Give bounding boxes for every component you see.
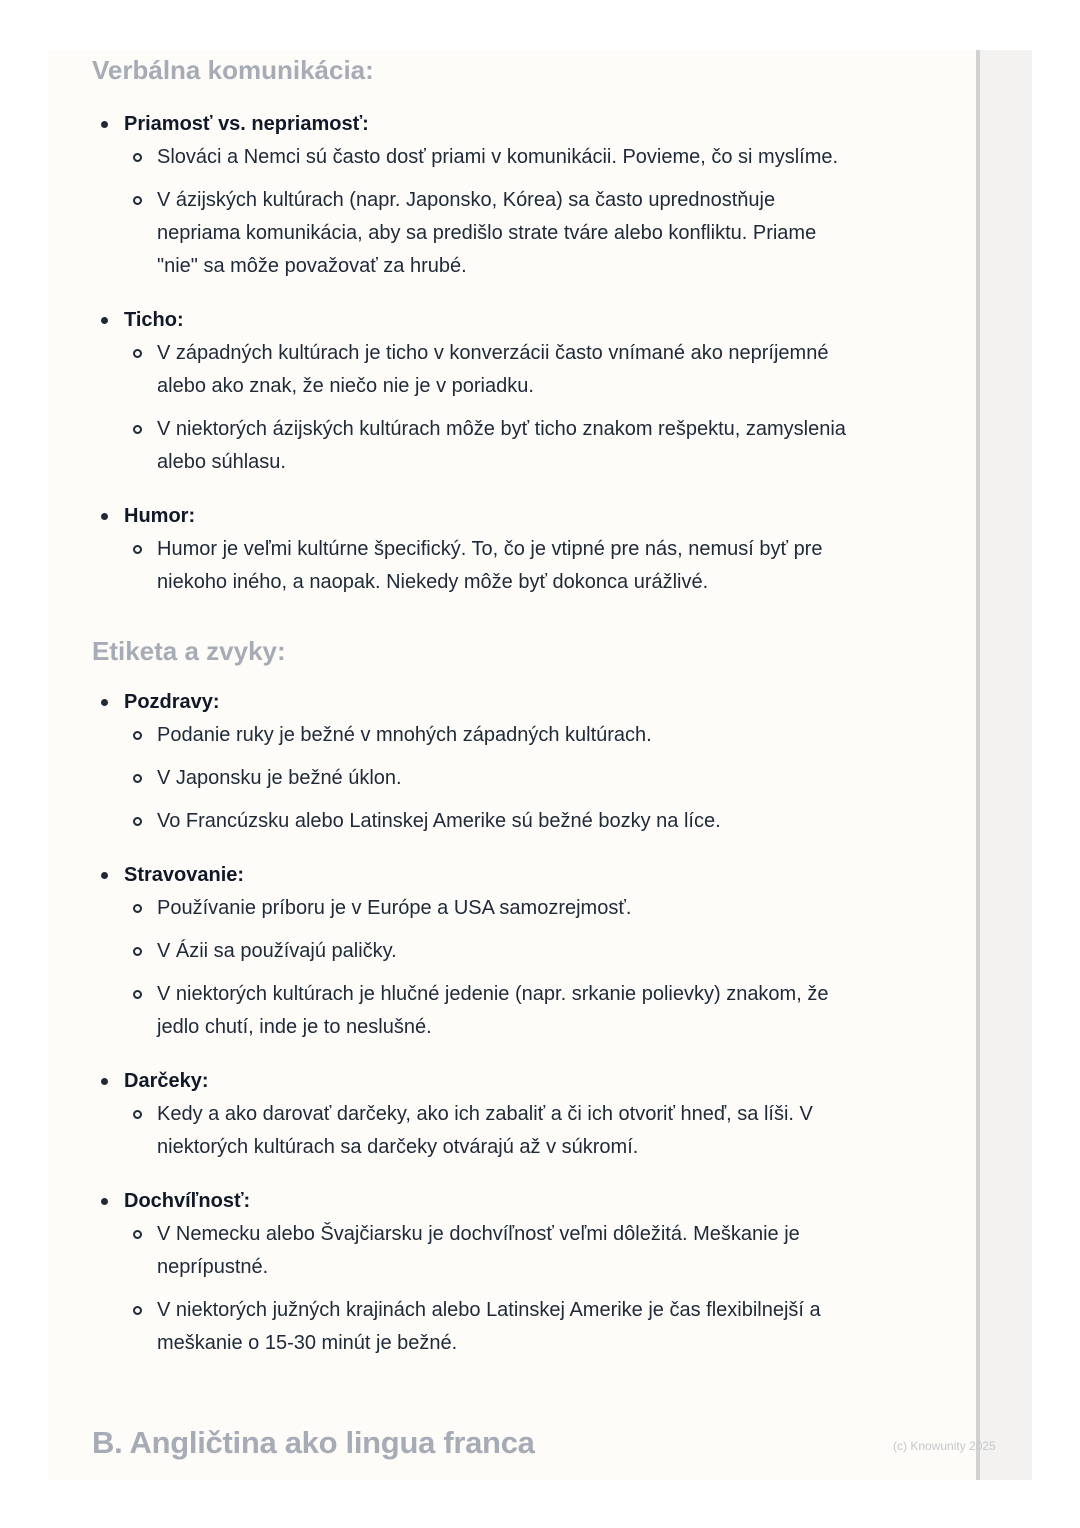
sub-item-text: Humor je veľmi kultúrne špecifický. To, čo je vtipné pre nás, nemusí byť pre niekoho iného, a naopak. Niekedy môže byť dokonca urážlivé. [157,538,823,593]
circle-bullet-icon [133,1306,142,1315]
sub-item-text: Kedy a ako darovať darčeky, ako ich zabaliť a či ich otvoriť hneď, sa líši. V niektorých kultúrach sa darčeky otvárajú až v súkromí. [157,1103,813,1158]
sub-list [124,337,852,479]
circle-bullet-icon [133,947,142,956]
sub-item [124,1218,852,1284]
circle-bullet-icon [133,545,142,554]
sub-list [124,1218,852,1360]
circle-bullet-icon [133,774,142,783]
sub-list [124,892,852,1044]
circle-bullet-icon [133,153,142,162]
sub-item [124,413,852,479]
bullet-list-verbal [92,108,852,599]
sub-item-text: V Nemecku alebo Švajčiarsku je dochvíľnosť veľmi dôležitá. Meškanie je neprípustné. [157,1223,800,1278]
bullet-title: Dochvíľnosť: [124,1190,251,1212]
circle-bullet-icon [133,817,142,826]
bullet-icon [101,872,108,879]
sub-item-text: Používanie príboru je v Európe a USA samozrejmosť. [157,897,632,919]
circle-bullet-icon [133,904,142,913]
sub-item-text: Slováci a Nemci sú často dosť priami v komunikácii. Povieme, čo si myslíme. [157,146,839,168]
sub-item-text: V niektorých južných krajinách alebo Latinskej Amerike je čas flexibilnejší a meškanie o 15-30 minút je bežné. [157,1299,821,1354]
sub-item-text: V západných kultúrach je ticho v konverzácii často vnímané ako nepríjemné alebo ako znak, že niečo nie je v poriadku. [157,342,829,397]
sub-item-text: Vo Francúzsku alebo Latinskej Amerike sú bežné bozky na líce. [157,810,721,832]
sub-item [124,337,852,403]
circle-bullet-icon [133,731,142,740]
bullet-icon [101,121,108,128]
sub-item-text: V niektorých ázijských kultúrach môže byť ticho znakom rešpektu, zamyslenia alebo súhlasu. [157,418,846,473]
sub-item-text: Podanie ruky je bežné v mnohých západných kultúrach. [157,724,652,746]
bullet-icon [101,1078,108,1085]
sub-item-text: V Ázii sa používajú paličky. [157,940,397,962]
section-heading-verbal: Verbálna komunikácia: [92,55,374,85]
circle-bullet-icon [133,196,142,205]
list-item [92,1185,852,1360]
sub-item [124,1098,852,1164]
sub-item [124,719,852,752]
sub-item-text: V Japonsku je bežné úklon. [157,767,402,789]
sub-item [124,805,852,838]
scrollbar-thumb[interactable] [976,50,980,1480]
bullet-title: Darčeky: [124,1070,209,1092]
bullet-title: Ticho: [124,309,184,331]
chapter-heading: B. Angličtina ako lingua franca [92,1425,535,1460]
sub-item-text: V ázijských kultúrach (napr. Japonsko, Kórea) sa často uprednostňuje nepriama komunikácia, aby sa predišlo strate tváre alebo konfliktu. Priame "nie" sa môže považovať za hrubé. [157,189,817,277]
section-heading-etiquette: Etiketa a zvyky: [92,636,286,666]
sub-item [124,762,852,795]
scrollbar-track[interactable] [976,50,1032,1480]
bullet-list-etiquette [92,686,852,1360]
circle-bullet-icon [133,990,142,999]
bullet-icon [101,1198,108,1205]
circle-bullet-icon [133,349,142,358]
list-item [92,108,852,283]
sub-item [124,978,852,1044]
bullet-icon [101,699,108,706]
sub-item [124,892,852,925]
circle-bullet-icon [133,1230,142,1239]
sub-item [124,1294,852,1360]
circle-bullet-icon [133,1110,142,1119]
list-item [92,304,852,479]
sub-list [124,1098,852,1164]
sub-item [124,141,852,174]
sub-item [124,533,852,599]
sub-list [124,533,852,599]
document-content [92,50,852,1360]
list-item [92,500,852,599]
bullet-title: Humor: [124,505,196,527]
list-item [92,686,852,838]
list-item [92,859,852,1044]
sub-item [124,935,852,968]
bullet-icon [101,513,108,520]
bullet-icon [101,317,108,324]
bullet-title: Priamosť vs. nepriamosť: [124,113,369,135]
copyright-watermark: (c) Knowunity 2025 [893,1439,996,1453]
sub-item-text: V niektorých kultúrach je hlučné jedenie (napr. srkanie polievky) znakom, že jedlo chutí, inde je to neslušné. [157,983,829,1038]
sub-list [124,141,852,283]
sub-list [124,719,852,838]
list-item [92,1065,852,1164]
sub-item [124,184,852,283]
circle-bullet-icon [133,425,142,434]
bullet-title: Pozdravy: [124,691,220,713]
bullet-title: Stravovanie: [124,864,245,886]
